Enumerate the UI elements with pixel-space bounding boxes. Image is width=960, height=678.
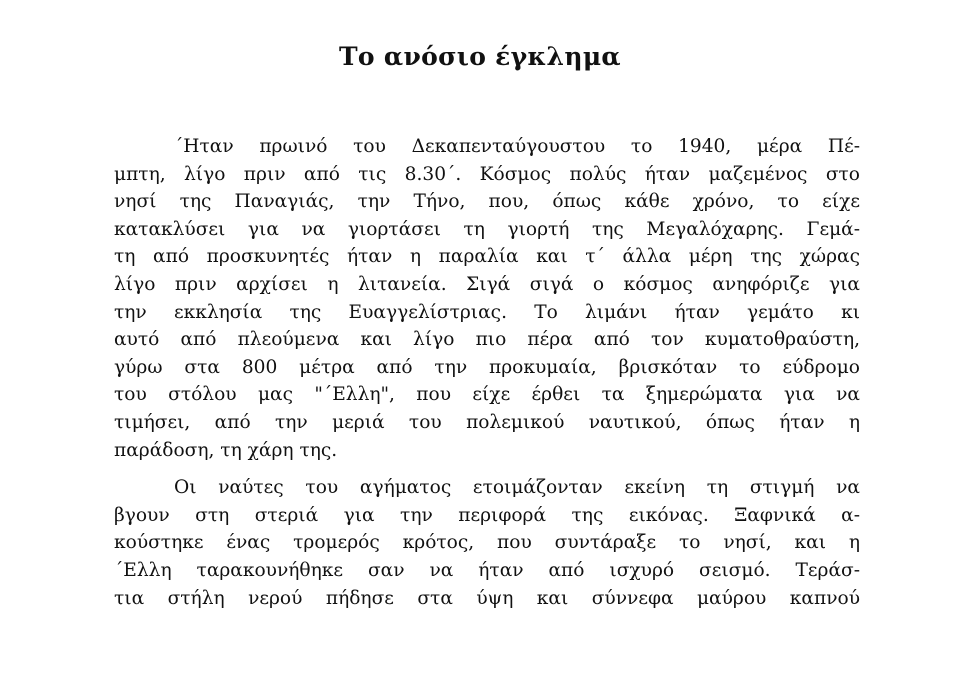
text-line: νησί της Παναγιάς, την Τήνο, που, όπως κάθε χρόνο, το είχε bbox=[114, 191, 860, 213]
text-line: τιμήσει, από την μεριά του πολεμικού ναυτικού, όπως ήταν η bbox=[114, 411, 860, 433]
paragraph-2 bbox=[114, 474, 860, 612]
text-line: Οι ναύτες του αγήματος ετοιμάζονταν εκείνη τη στιγμή να bbox=[174, 477, 860, 499]
paragraph-spacer bbox=[114, 464, 860, 474]
text-line: γύρω στα 800 μέτρα από την προκυμαία, βρισκόταν το εύδρομο bbox=[114, 356, 860, 378]
text-line: βγουν στη στεριά για την περιφορά της εικόνας. Ξαφνικά α- bbox=[114, 504, 860, 526]
text-line: λίγο πριν αρχίσει η λιτανεία. Σιγά σιγά ο κόσμος ανηφόριζε για bbox=[114, 273, 860, 295]
text-line: κούστηκε ένας τρομερός κρότος, που συντάραξε το νησί, και η bbox=[114, 532, 860, 554]
text-line: τη από προσκυνητές ήταν η παραλία και τ΄ άλλα μέρη της χώρας bbox=[114, 246, 860, 268]
page-title: Το ανόσιο έγκλημα bbox=[339, 42, 621, 71]
text-line: την εκκλησία της Ευαγγελίστριας. Το λιμάνι ήταν γεμάτο κι bbox=[114, 301, 860, 323]
text-line: παράδοση, τη χάρη της. bbox=[114, 439, 338, 461]
body-text bbox=[114, 133, 860, 612]
text-line: μπτη, λίγο πριν από τις 8.30΄. Κόσμος πολύς ήταν μαζεμένος στο bbox=[114, 163, 860, 185]
text-line: του στόλου μας "΄Ελλη", που είχε έρθει τα ξημερώματα για να bbox=[114, 384, 860, 406]
text-line: τια στήλη νερού πήδησε στα ύψη και σύννεφα μαύρου καπνού bbox=[114, 587, 860, 609]
text-line: αυτό από πλεούμενα και λίγο πιο πέρα από τον κυματοθραύστη, bbox=[114, 329, 860, 351]
text-line: κατακλύσει για να γιορτάσει τη γιορτή της Μεγαλόχαρης. Γεμά- bbox=[114, 218, 860, 240]
text-line: ΄Ηταν πρωινό του Δεκαπενταύγουστου το 1940, μέρα Πέ- bbox=[174, 136, 860, 157]
paragraph-1 bbox=[114, 133, 860, 464]
text-line: ΄Ελλη ταρακουνήθηκε σαν να ήταν από ισχυρό σεισμό. Τεράσ- bbox=[114, 559, 860, 581]
